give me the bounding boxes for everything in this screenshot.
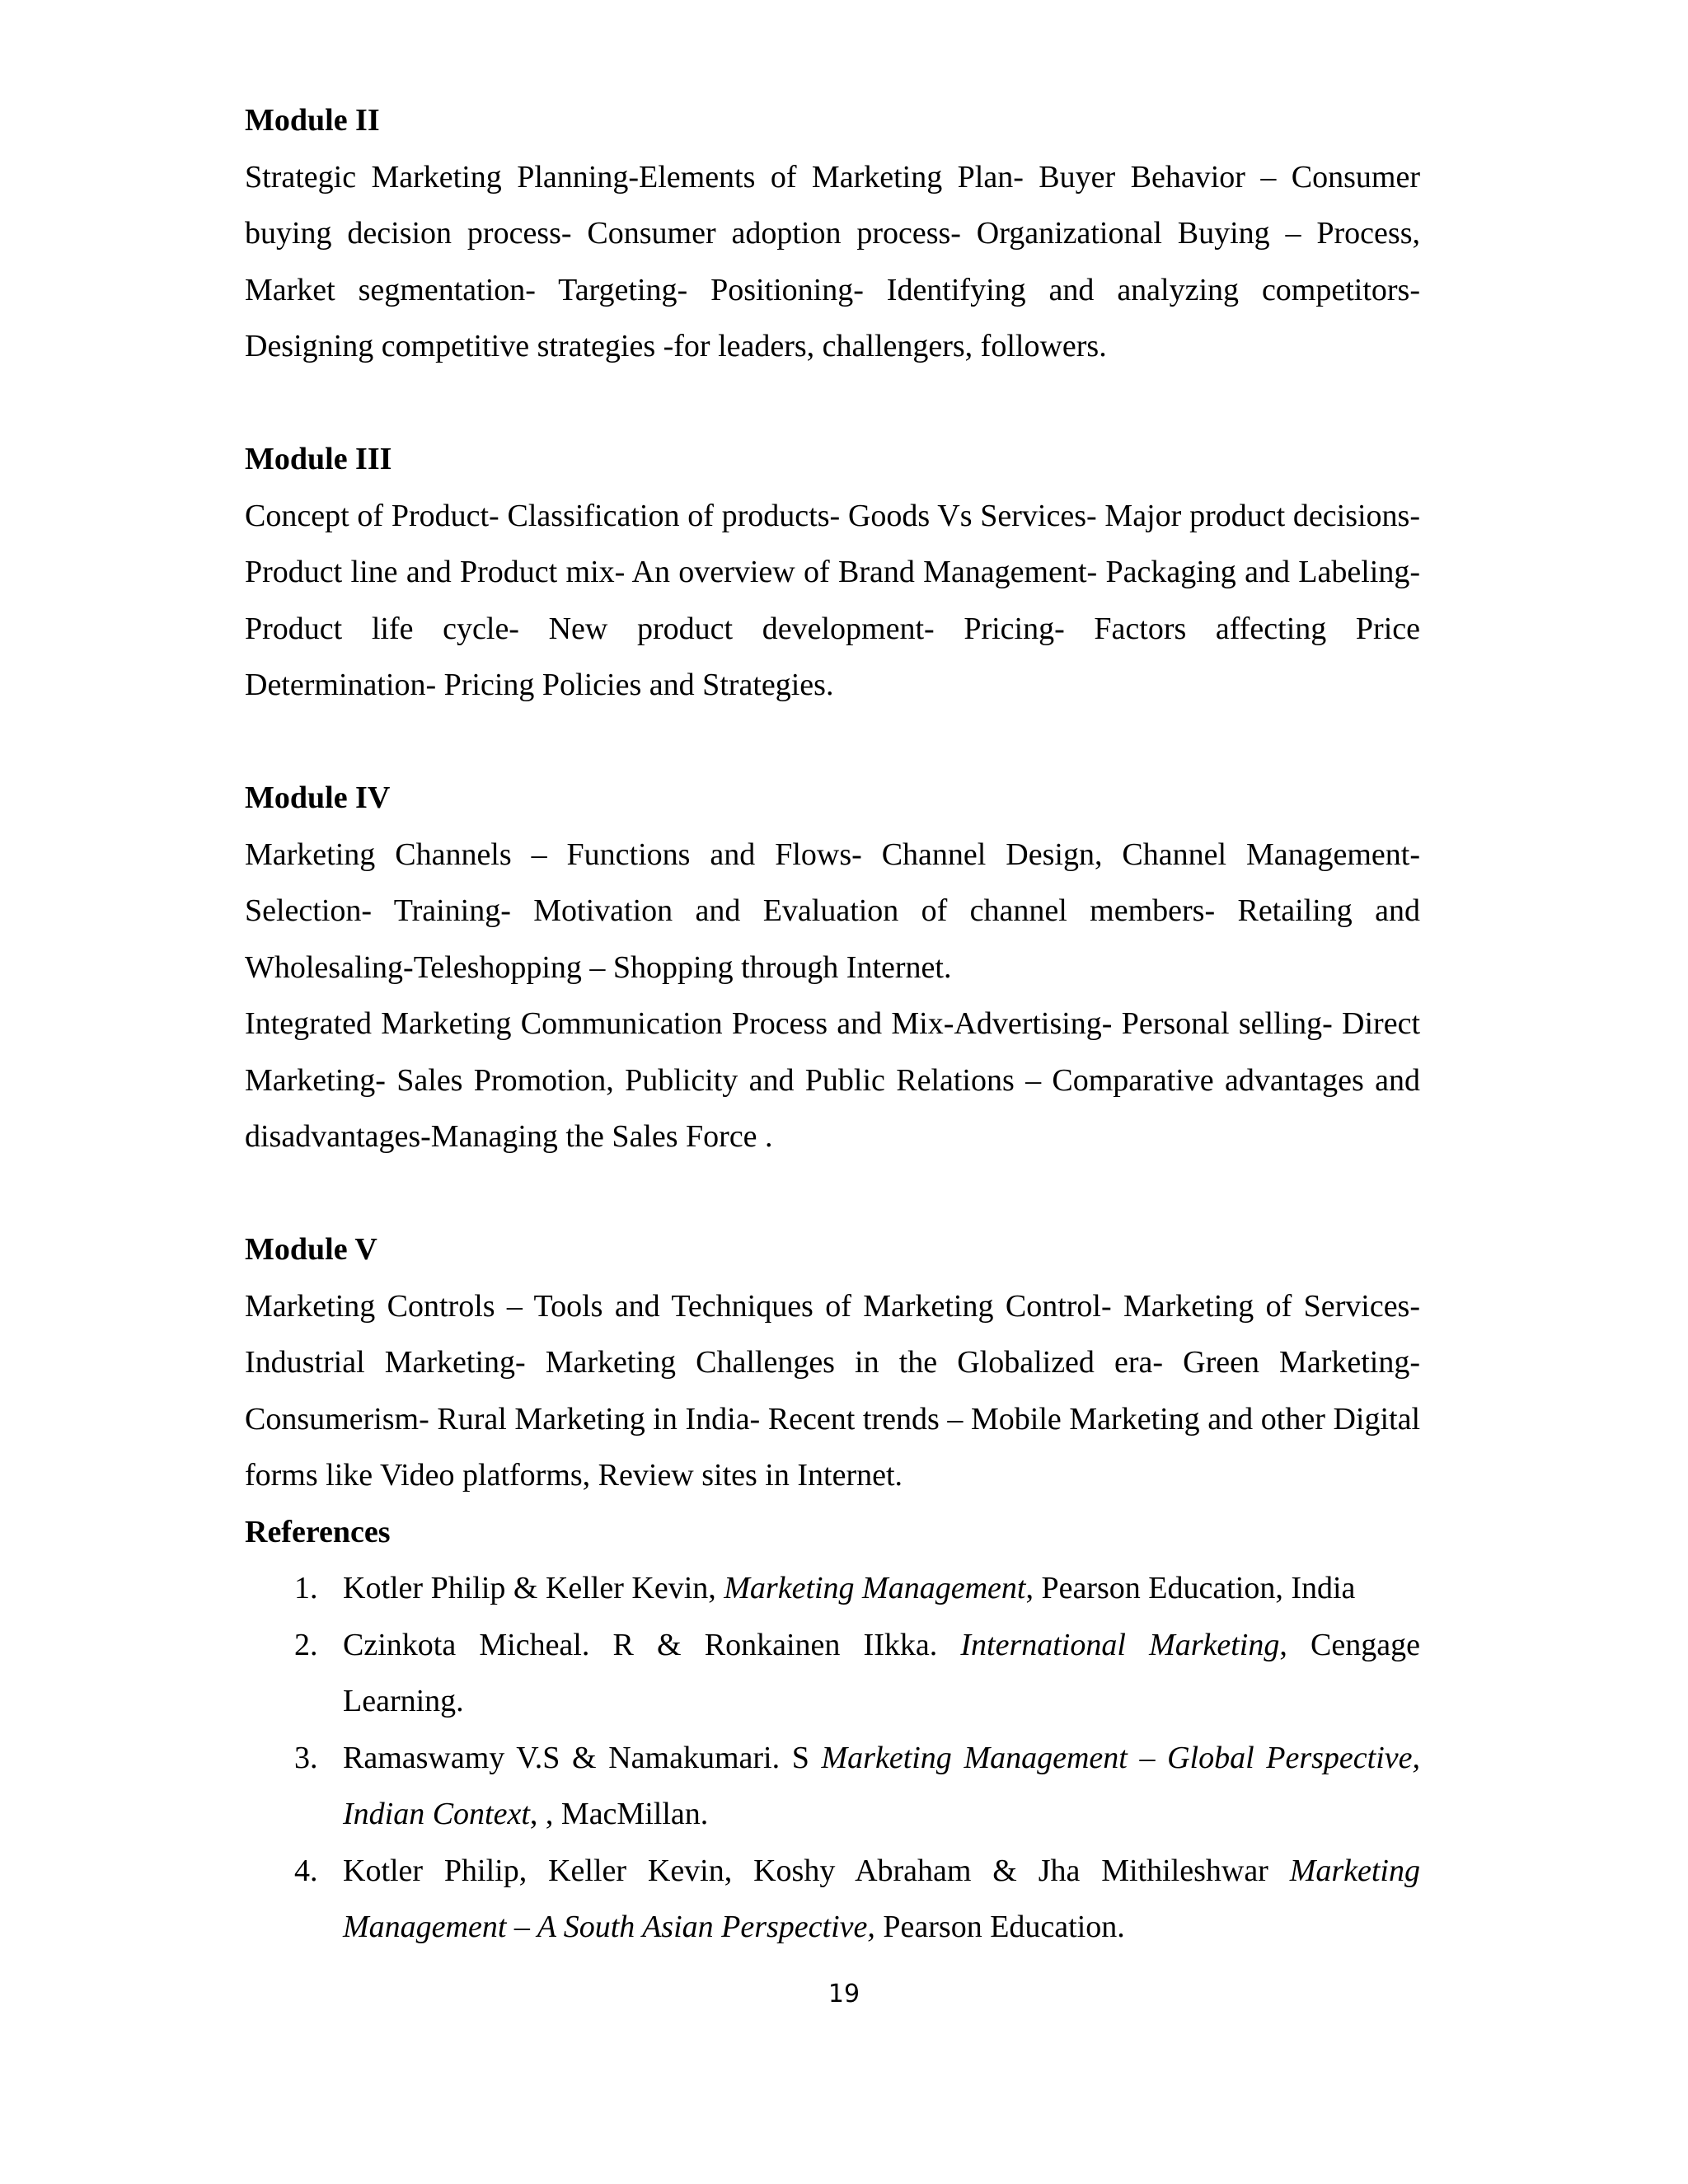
reference-authors: Kotler Philip, Keller Kevin, Koshy Abraham & Jha Mithileshwar (343, 1853, 1290, 1888)
reference-publisher: , , MacMillan. (529, 1797, 709, 1831)
reference-publisher: Pearson Education. (874, 1910, 1125, 1944)
module-4-section (245, 770, 1420, 1165)
module-3-section (245, 431, 1420, 714)
reference-title: Marketing Management (724, 1571, 1026, 1605)
reference-title: International Marketing (960, 1627, 1280, 1662)
reference-authors: Kotler Philip & Keller Kevin, (343, 1571, 724, 1605)
reference-publisher: , Cengage Learning. (343, 1627, 1420, 1718)
reference-number: 1. (294, 1571, 318, 1605)
references-list (245, 1560, 1420, 1956)
reference-item (245, 1843, 1420, 1956)
reference-authors: Czinkota Micheal. R & Ronkainen IIkka. (343, 1627, 961, 1662)
reference-number: 3. (294, 1740, 318, 1775)
module-4-heading: Module IV (245, 780, 391, 815)
module-3-paragraph: Concept of Product- Classification of products- Goods Vs Services- Major product decisions-Product line and Product mix- An overview of Brand Management- Packaging and Labeling- Product life cycle- New product development- Pricing- Factors affecting Price Determination- Pricing Policies and Strategies. (245, 498, 1420, 702)
module-2-paragraph: Strategic Marketing Planning-Elements of Marketing Plan- Buyer Behavior – Consumer buying decision process- Consumer adoption process- Organizational Buying – Process, Market segmentation- Targeting- Positioning- Identifying and analyzing competitors- Designing competitive strategies -for leaders, challengers, followers. (245, 159, 1420, 363)
spacer (245, 714, 1420, 771)
module-5-heading: Module V (245, 1232, 377, 1267)
reference-number: 2. (294, 1627, 318, 1662)
page-number: 19 (828, 1980, 860, 2008)
reference-item (245, 1730, 1420, 1843)
module-4-paragraph-communication: Integrated Marketing Communication Process and Mix-Advertising- Personal selling- Direct Marketing- Sales Promotion, Publicity and Public Relations – Comparative advantages and disadvantages-Managing the Sales Force . (245, 1006, 1420, 1154)
reference-publisher: , Pearson Education, India (1025, 1571, 1356, 1605)
spacer (245, 1165, 1420, 1222)
reference-number: 4. (294, 1853, 318, 1888)
module-3-heading: Module III (245, 442, 392, 476)
module-4-paragraph-channels: Marketing Channels – Functions and Flows- Channel Design, Channel Management- Selection- Training- Motivation and Evaluation of channel members- Retailing and Wholesaling-Teleshopping – Shopping through Internet. (245, 837, 1420, 985)
reference-title: Marketing Management – A South Asian Perspective, (343, 1853, 1420, 1944)
module-2-section (245, 92, 1420, 375)
module-2-heading: Module II (245, 103, 380, 138)
module-5-section (245, 1221, 1420, 1504)
references-heading: References (245, 1514, 391, 1549)
reference-item (245, 1617, 1420, 1730)
reference-title: Marketing Management – Global Perspective, Indian Context (343, 1740, 1421, 1831)
reference-authors: Ramaswamy V.S & Namakumari. S (343, 1740, 822, 1775)
reference-item (245, 1560, 1420, 1617)
spacer (245, 375, 1420, 432)
module-5-paragraph: Marketing Controls – Tools and Techniques of Marketing Control- Marketing of Services-Industrial Marketing- Marketing Challenges in the Globalized era- Green Marketing- Consumerism- Rural Marketing in India- Recent trends – Mobile Marketing and other Digital forms like Video platforms, Review sites in Internet. (245, 1288, 1420, 1493)
references-section (245, 1504, 1420, 1956)
document-body (245, 92, 1420, 1956)
